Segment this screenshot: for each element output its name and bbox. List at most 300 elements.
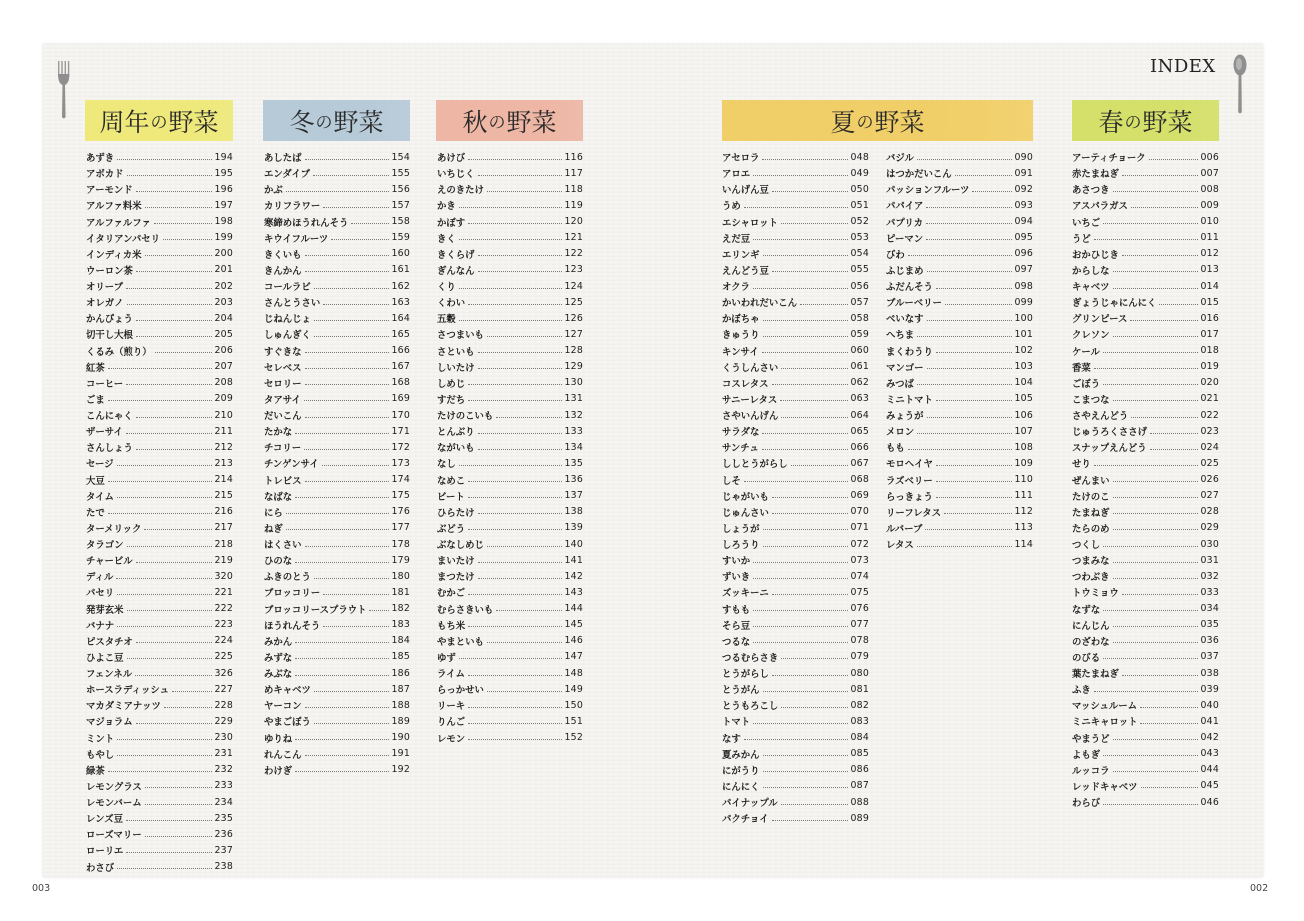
dot-leader [908,449,1012,450]
index-entry [86,746,233,762]
dot-leader [744,207,848,208]
dot-leader [1113,562,1198,563]
entry-page: 076 [850,603,869,615]
index-entry [437,326,583,342]
entry-page: 217 [214,522,233,534]
dot-leader [487,546,562,547]
dot-leader [136,562,212,563]
entry-name: のびる [1072,652,1101,664]
dot-leader [459,288,562,289]
dot-leader [772,675,848,676]
entry-name: うめ [722,201,741,213]
entry-name: まつたけ [437,572,475,584]
dot-leader [295,562,388,563]
index-entry [1072,294,1219,310]
entry-page: 214 [214,474,233,486]
entry-page: 162 [391,280,410,292]
entry-name: いんげん豆 [722,185,769,197]
entry-name: かんぴょう [86,314,133,326]
index-entry [1072,326,1219,342]
dot-leader [936,400,1012,401]
index-entry [722,359,869,375]
index-entry [264,310,410,326]
entry-page: 135 [564,457,583,469]
index-entry [722,472,869,488]
entry-page: 145 [564,619,583,631]
dot-leader [1149,159,1198,160]
entry-page: 181 [391,586,410,598]
entry-page: 020 [1200,377,1219,389]
entry-page: 206 [214,345,233,357]
index-entry [86,230,233,246]
entry-page: 144 [564,603,583,615]
entry-page: 150 [564,699,583,711]
entry-page: 071 [850,522,869,534]
entry-name: レモンバーム [86,798,142,810]
index-entry [722,149,869,165]
section-header-winter [263,100,410,141]
spoon-icon [1232,54,1248,116]
dot-leader [936,497,1012,498]
index-entry [886,230,1033,246]
dot-leader [323,207,388,208]
entry-page: 125 [564,296,583,308]
header-particle: の [150,113,168,133]
entry-page: 012 [1200,248,1219,260]
index-entry [722,617,869,633]
index-entry [437,407,583,423]
entry-name: すぐきな [264,346,302,358]
entry-name: パイナップル [722,798,778,810]
entry-name: メロン [886,427,915,439]
entry-page: 134 [564,441,583,453]
index-entry [86,601,233,617]
dot-leader [753,610,847,611]
entry-name: ゆず [437,652,456,664]
dot-leader [763,529,848,530]
dot-leader [468,723,561,724]
entry-page: 167 [391,361,410,373]
dot-leader [117,465,212,466]
dot-leader [172,691,212,692]
entry-name: ふきのとう [264,572,311,584]
dot-leader [459,207,562,208]
entry-name: べいなす [886,314,924,326]
index-entry [86,326,233,342]
index-entry [86,262,233,278]
index-entry [722,697,869,713]
entry-name: エリンギ [722,249,760,261]
entry-page: 078 [850,635,869,647]
entry-name: さんしょう [86,443,133,455]
index-entry [437,375,583,391]
index-entry [1072,391,1219,407]
dot-leader [936,465,1012,466]
entry-page: 031 [1200,554,1219,566]
dot-leader [314,288,389,289]
index-entry [264,681,410,697]
dot-leader [753,239,847,240]
dot-leader [459,320,562,321]
entry-name: むかご [437,588,466,600]
dot-leader [1094,368,1198,369]
dot-leader [1103,352,1198,353]
dot-leader [1094,691,1198,692]
entry-name: いちじく [437,169,475,181]
entry-page: 080 [850,667,869,679]
entry-name: アセロラ [722,153,760,165]
dot-leader [305,707,389,708]
entry-page: 180 [391,570,410,582]
dot-leader [762,159,847,160]
index-entry [437,697,583,713]
entry-name: レタス [886,540,914,552]
index-entry [437,649,583,665]
entry-page: 048 [850,151,869,163]
index-entry [264,633,410,649]
entry-name: あけび [437,153,466,165]
entry-name: あしたば [264,153,302,165]
entry-page: 112 [1014,506,1033,518]
entry-name: じゅんさい [722,507,769,519]
index-entry [437,665,583,681]
entry-name: ブルーベリー [886,298,942,310]
entry-page: 177 [391,522,410,534]
entry-name: もやし [86,749,115,761]
index-entry [1072,552,1219,568]
index-entry [886,455,1033,471]
dot-leader [478,368,562,369]
entry-page: 194 [214,151,233,163]
dot-leader [917,336,1011,337]
entry-page: 320 [214,570,233,582]
entry-page: 233 [214,780,233,792]
entry-page: 041 [1200,715,1219,727]
entry-page: 033 [1200,586,1219,598]
index-entry [86,488,233,504]
index-entry [1072,697,1219,713]
entry-page: 043 [1200,748,1219,760]
entry-page: 147 [564,651,583,663]
entry-page: 224 [214,635,233,647]
entry-name: パパイア [886,201,924,213]
entry-name: しろうり [722,540,760,552]
index-entry [886,326,1033,342]
dot-leader [163,239,212,240]
entry-name: きくらげ [437,249,475,261]
index-entry [86,665,233,681]
entry-name: 発芽玄米 [86,604,124,616]
entry-page: 163 [391,296,410,308]
dot-leader [127,610,212,611]
index-entry [1072,681,1219,697]
index-entry [722,278,869,294]
entry-name: ねぎ [264,523,283,535]
index-column [437,149,583,746]
entry-name: からしな [1072,265,1110,277]
index-entry [1072,343,1219,359]
dot-leader [1130,320,1197,321]
dot-leader [478,578,562,579]
dot-leader [117,594,211,595]
index-entry [86,455,233,471]
index-entry [264,649,410,665]
dot-leader [304,400,389,401]
dot-leader [314,336,389,337]
dot-leader [295,433,388,434]
entry-page: 023 [1200,425,1219,437]
entry-page: 116 [564,151,583,163]
entry-page: 045 [1200,780,1219,792]
dot-leader [126,384,211,385]
dot-leader [781,707,847,708]
entry-page: 018 [1200,345,1219,357]
entry-name: ミニキャロット [1072,717,1138,729]
entry-name: つるむらさき [722,652,779,664]
index-entry [722,794,869,810]
dot-leader [753,175,847,176]
index-entry [1072,246,1219,262]
entry-name: かぼす [437,217,466,229]
entry-page: 174 [391,474,410,486]
dot-leader [1103,610,1197,611]
entry-page: 088 [850,796,869,808]
dot-leader [1122,675,1198,676]
dot-leader [791,465,848,466]
entry-name: らっかせい [437,685,484,697]
entry-page: 179 [391,554,410,566]
index-entry [437,310,583,326]
index-entry [886,246,1033,262]
entry-name: コスレタス [722,378,769,390]
dot-leader [136,417,212,418]
dot-leader [1113,191,1198,192]
dot-leader [1113,578,1198,579]
index-entry [86,197,233,213]
entry-name: ゆりね [264,733,293,745]
index-entry [722,681,869,697]
entry-name: きく [437,233,456,245]
index-entry [886,310,1033,326]
entry-name: リーフレタス [886,507,942,519]
dot-leader [781,223,848,224]
entry-page: 013 [1200,264,1219,276]
index-entry [437,504,583,520]
entry-page: 210 [214,409,233,421]
entry-name: ヤーコン [264,701,302,713]
entry-name: さといも [437,346,475,358]
entry-name: ぜんまい [1072,475,1110,487]
index-entry [722,181,869,197]
dot-leader [780,400,847,401]
dot-leader [126,852,211,853]
dot-leader [468,384,561,385]
entry-name: ローズマリー [86,830,142,842]
entry-page: 117 [564,167,583,179]
entry-name: ルバーブ [886,523,923,535]
entry-page: 198 [214,216,233,228]
entry-name: さやえんどう [1072,411,1129,423]
entry-page: 036 [1200,635,1219,647]
dot-leader [314,723,389,724]
dot-leader [295,771,388,772]
index-entry [264,423,410,439]
entry-page: 065 [850,425,869,437]
index-entry [86,343,233,359]
entry-page: 077 [850,619,869,631]
entry-page: 017 [1200,328,1219,340]
entry-name: ピーマン [886,233,924,245]
entry-name: にんにく [722,781,760,793]
index-entry [86,214,233,230]
entry-name: らっきょう [886,491,933,503]
index-entry [1072,278,1219,294]
dot-leader [496,417,561,418]
dot-leader [145,836,212,837]
index-entry [86,520,233,536]
dot-leader [1140,707,1197,708]
entry-page: 202 [214,280,233,292]
entry-page: 099 [1014,296,1033,308]
entry-page: 223 [214,619,233,631]
dot-leader [127,175,212,176]
dot-leader [762,352,848,353]
index-entry [722,713,869,729]
entry-page: 164 [391,312,410,324]
entry-name: いちご [1072,217,1101,229]
entry-name: オクラ [722,282,750,294]
dot-leader [753,626,847,627]
entry-name: たけのこいも [437,411,494,423]
index-entry [886,262,1033,278]
index-entry [86,359,233,375]
dot-leader [351,223,388,224]
index-entry [886,165,1033,181]
entry-name: きゅうり [722,330,760,342]
entry-page: 222 [214,603,233,615]
entry-page: 221 [214,586,233,598]
index-entry [886,407,1033,423]
index-entry [722,584,869,600]
entry-page: 143 [564,586,583,598]
entry-page: 166 [391,345,410,357]
entry-page: 049 [850,167,869,179]
entry-name: びわ [886,249,905,261]
index-entry [886,294,1033,310]
dot-leader [763,771,848,772]
entry-name: さんとうさい [264,298,321,310]
dot-leader [478,352,562,353]
entry-name: みょうが [886,411,924,423]
index-entry [1072,488,1219,504]
entry-name: オレガノ [86,298,124,310]
entry-page: 128 [564,345,583,357]
index-entry [886,423,1033,439]
dot-leader [468,223,561,224]
entry-page: 195 [214,167,233,179]
index-column [722,149,869,826]
entry-page: 009 [1200,199,1219,211]
index-entry [1072,407,1219,423]
entry-name: チンゲンサイ [264,459,319,471]
entry-page: 024 [1200,441,1219,453]
index-entry [86,504,233,520]
entry-name: 五穀 [437,314,456,326]
dot-leader [468,675,562,676]
entry-page: 175 [391,490,410,502]
entry-page: 227 [214,683,233,695]
dot-leader [763,546,848,547]
index-entry [1072,472,1219,488]
entry-name: ビート [437,491,465,503]
entry-page: 068 [850,474,869,486]
index-entry [264,343,410,359]
index-entry [437,584,583,600]
entry-name: タアサイ [264,394,301,406]
dot-leader [772,594,848,595]
dot-leader [917,433,1011,434]
entry-page: 069 [850,490,869,502]
dot-leader [763,336,848,337]
index-entry [437,391,583,407]
entry-name: りんご [437,717,466,729]
index-entry [1072,520,1219,536]
entry-name: こんにゃく [86,411,133,423]
dot-leader [753,723,847,724]
index-entry [1072,778,1219,794]
index-entry [264,294,410,310]
index-entry [1072,181,1219,197]
entry-page: 074 [850,570,869,582]
dot-leader [927,320,1012,321]
entry-page: 192 [391,764,410,776]
entry-name: ウーロン茶 [86,265,133,277]
index-entry [86,423,233,439]
dot-leader [323,594,388,595]
index-entry [1072,617,1219,633]
entry-name: タイム [86,491,114,503]
dot-leader [305,384,389,385]
index-entry [722,730,869,746]
index-entry [264,214,410,230]
index-entry [264,375,410,391]
entry-name: すもも [722,604,751,616]
entry-name: やまごぼう [264,717,311,729]
entry-name: あずき [86,153,115,165]
entry-page: 215 [214,490,233,502]
index-entry [722,568,869,584]
index-entry [264,697,410,713]
index-entry [86,794,233,810]
dot-leader [1113,271,1198,272]
dot-leader [936,352,1012,353]
index-entry [437,552,583,568]
page-number-right: 002 [1250,883,1269,894]
index-entry [86,649,233,665]
index-entry [722,649,869,665]
entry-name: ローリエ [86,846,124,858]
entry-page: 171 [391,425,410,437]
index-entry [264,181,410,197]
entry-name: ごぼう [1072,378,1101,390]
dot-leader [286,513,389,514]
dot-leader [154,223,212,224]
index-entry [722,197,869,213]
index-entry [886,472,1033,488]
entry-page: 235 [214,812,233,824]
dot-leader [763,320,848,321]
dot-leader [1131,207,1198,208]
